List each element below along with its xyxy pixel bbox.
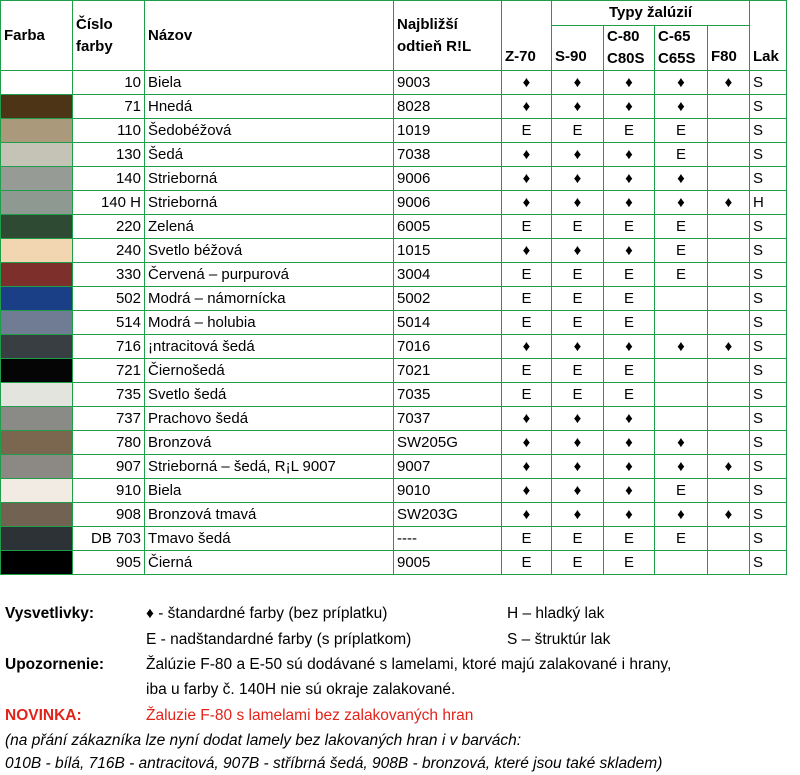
color-number: 130 — [73, 143, 145, 167]
header-farba: Farba — [1, 1, 73, 71]
table-row — [1, 143, 787, 167]
availability-c80: ♦ — [604, 95, 655, 119]
ral-code: 7021 — [394, 359, 502, 383]
availability-z70: ♦ — [502, 239, 552, 263]
legend-hladky: H – hladký lak — [507, 605, 605, 622]
table-row — [1, 455, 787, 479]
table-row — [1, 527, 787, 551]
availability-z70: ♦ — [502, 431, 552, 455]
color-swatch — [1, 383, 73, 407]
availability-c80: E — [604, 311, 655, 335]
warning-text-1: Žalúzie F-80 a E-50 sú dodávané s lamelami, ktoré majú zalakované i hrany, — [146, 656, 672, 673]
availability-c65 — [655, 287, 708, 311]
color-number: DB 703 — [73, 527, 145, 551]
table-row — [1, 503, 787, 527]
availability-s90: ♦ — [552, 239, 604, 263]
color-swatch — [1, 143, 73, 167]
color-name: Hnedá — [145, 95, 394, 119]
color-swatch — [1, 71, 73, 95]
header-type-s90: S-90 — [552, 26, 604, 71]
lak-type: S — [750, 287, 787, 311]
lak-type: S — [750, 359, 787, 383]
lak-type: S — [750, 95, 787, 119]
color-name: Prachovo šedá — [145, 407, 394, 431]
availability-s90: ♦ — [552, 95, 604, 119]
availability-c65: ♦ — [655, 431, 708, 455]
color-name: Modrá – holubia — [145, 311, 394, 335]
color-number: 716 — [73, 335, 145, 359]
ral-code: 5014 — [394, 311, 502, 335]
color-number: 514 — [73, 311, 145, 335]
ral-code: 5002 — [394, 287, 502, 311]
availability-c65: ♦ — [655, 95, 708, 119]
color-number: 140 H — [73, 191, 145, 215]
availability-c65 — [655, 359, 708, 383]
color-number: 10 — [73, 71, 145, 95]
availability-z70: ♦ — [502, 479, 552, 503]
availability-s90: ♦ — [552, 143, 604, 167]
color-swatch — [1, 287, 73, 311]
availability-c65: E — [655, 527, 708, 551]
availability-c65: ♦ — [655, 455, 708, 479]
ral-code: 9006 — [394, 191, 502, 215]
availability-f80 — [708, 359, 750, 383]
ral-code: 1019 — [394, 119, 502, 143]
color-number: 220 — [73, 215, 145, 239]
color-number: 110 — [73, 119, 145, 143]
availability-c65 — [655, 311, 708, 335]
availability-s90: E — [552, 287, 604, 311]
availability-s90: ♦ — [552, 335, 604, 359]
ral-code: 9007 — [394, 455, 502, 479]
lak-type: S — [750, 431, 787, 455]
color-swatch — [1, 527, 73, 551]
color-number: 905 — [73, 551, 145, 575]
availability-c65: E — [655, 215, 708, 239]
table-row — [1, 311, 787, 335]
availability-z70: ♦ — [502, 407, 552, 431]
warning-label: Upozornenie: — [5, 656, 105, 673]
availability-z70: ♦ — [502, 335, 552, 359]
availability-z70: ♦ — [502, 191, 552, 215]
ral-code: 7038 — [394, 143, 502, 167]
ral-code: ---- — [394, 527, 502, 551]
novinka-label: NOVINKA: — [5, 707, 82, 724]
availability-s90: ♦ — [552, 407, 604, 431]
lak-type: S — [750, 143, 787, 167]
color-name: Strieborná — [145, 191, 394, 215]
availability-s90: ♦ — [552, 455, 604, 479]
table-row — [1, 239, 787, 263]
color-number: 71 — [73, 95, 145, 119]
availability-z70: ♦ — [502, 503, 552, 527]
ral-code: SW205G — [394, 431, 502, 455]
lak-type: S — [750, 335, 787, 359]
availability-c80: ♦ — [604, 143, 655, 167]
availability-f80: ♦ — [708, 71, 750, 95]
availability-f80 — [708, 527, 750, 551]
header-cislo: Číslo farby — [73, 1, 145, 71]
ral-code: 7035 — [394, 383, 502, 407]
availability-f80 — [708, 239, 750, 263]
lak-type: S — [750, 407, 787, 431]
color-swatch — [1, 407, 73, 431]
availability-c80: E — [604, 527, 655, 551]
availability-f80 — [708, 167, 750, 191]
availability-z70: E — [502, 311, 552, 335]
lak-type: S — [750, 551, 787, 575]
availability-z70: E — [502, 215, 552, 239]
color-swatch — [1, 431, 73, 455]
table-row — [1, 551, 787, 575]
color-swatch — [1, 335, 73, 359]
legend-nadstandard: E - nadštandardné farby (s príplatkom) — [146, 631, 412, 648]
availability-c65: ♦ — [655, 191, 708, 215]
availability-c65 — [655, 383, 708, 407]
table-row — [1, 407, 787, 431]
color-name: Svetlo šedá — [145, 383, 394, 407]
table-row — [1, 359, 787, 383]
color-name: Modrá – námornícka — [145, 287, 394, 311]
lak-type: S — [750, 239, 787, 263]
lak-type: S — [750, 383, 787, 407]
availability-c65: ♦ — [655, 503, 708, 527]
color-swatch — [1, 359, 73, 383]
table-row — [1, 263, 787, 287]
availability-s90: E — [552, 263, 604, 287]
lak-type: S — [750, 311, 787, 335]
availability-c65: E — [655, 479, 708, 503]
availability-s90: E — [552, 311, 604, 335]
novinka-text: Žaluzie F-80 s lamelami bez zalakovaných hran — [146, 707, 474, 724]
color-name: Svetlo béžová — [145, 239, 394, 263]
lak-type: S — [750, 263, 787, 287]
header-type-c65: C-65 C65S — [655, 26, 708, 71]
availability-c80: ♦ — [604, 191, 655, 215]
ral-code: 9006 — [394, 167, 502, 191]
color-name: Bronzová — [145, 431, 394, 455]
availability-f80 — [708, 95, 750, 119]
table-row — [1, 95, 787, 119]
color-swatch — [1, 119, 73, 143]
header-lak: Lak — [750, 1, 787, 71]
availability-c65: E — [655, 143, 708, 167]
color-swatch — [1, 263, 73, 287]
availability-z70: ♦ — [502, 71, 552, 95]
color-number: 737 — [73, 407, 145, 431]
availability-c65: ♦ — [655, 167, 708, 191]
header-type-z70: Z-70 — [502, 1, 552, 71]
table-row — [1, 119, 787, 143]
table-row — [1, 167, 787, 191]
availability-c80: E — [604, 383, 655, 407]
availability-c65: E — [655, 119, 708, 143]
availability-s90: E — [552, 359, 604, 383]
table-row — [1, 431, 787, 455]
header-type-f80: F80 — [708, 26, 750, 71]
availability-s90: E — [552, 551, 604, 575]
availability-c80: ♦ — [604, 455, 655, 479]
color-swatch — [1, 215, 73, 239]
color-name: Strieborná – šedá, R¡L 9007 — [145, 455, 394, 479]
availability-f80: ♦ — [708, 455, 750, 479]
availability-c80: E — [604, 215, 655, 239]
header-ral: Najbližší odtieň R!L — [394, 1, 502, 71]
ral-code: 9003 — [394, 71, 502, 95]
color-name: Zelená — [145, 215, 394, 239]
availability-s90: ♦ — [552, 167, 604, 191]
color-name: Bronzová tmavá — [145, 503, 394, 527]
availability-z70: E — [502, 119, 552, 143]
availability-c80: ♦ — [604, 335, 655, 359]
availability-c65: E — [655, 239, 708, 263]
color-name: ¡ntracitová šedá — [145, 335, 394, 359]
ral-code: SW203G — [394, 503, 502, 527]
availability-z70: E — [502, 263, 552, 287]
color-name: Šedá — [145, 143, 394, 167]
color-number: 721 — [73, 359, 145, 383]
lak-type: S — [750, 455, 787, 479]
availability-c65 — [655, 551, 708, 575]
color-number: 140 — [73, 167, 145, 191]
color-number: 240 — [73, 239, 145, 263]
lak-type: S — [750, 215, 787, 239]
availability-c80: ♦ — [604, 407, 655, 431]
table-row — [1, 479, 787, 503]
availability-c80: E — [604, 287, 655, 311]
availability-f80 — [708, 263, 750, 287]
note-text-1: (na přání zákazníka lze nyní dodat lamely bez lakovaných hran i v barvách: — [5, 732, 522, 749]
availability-z70: E — [502, 359, 552, 383]
header-nazov: Názov — [145, 1, 394, 71]
availability-c80: ♦ — [604, 479, 655, 503]
availability-c80: ♦ — [604, 503, 655, 527]
header-group-typy: Typy žalúzií — [552, 1, 750, 26]
lak-type: S — [750, 527, 787, 551]
availability-z70: E — [502, 527, 552, 551]
availability-c80: E — [604, 263, 655, 287]
color-swatch — [1, 239, 73, 263]
color-number: 330 — [73, 263, 145, 287]
color-name: Šedobéžová — [145, 119, 394, 143]
availability-f80 — [708, 551, 750, 575]
availability-f80: ♦ — [708, 335, 750, 359]
availability-c65 — [655, 407, 708, 431]
color-swatch — [1, 167, 73, 191]
color-name: Biela — [145, 479, 394, 503]
availability-z70: ♦ — [502, 143, 552, 167]
color-name: Čierná — [145, 551, 394, 575]
lak-type: H — [750, 191, 787, 215]
color-swatch — [1, 191, 73, 215]
color-number: 910 — [73, 479, 145, 503]
availability-c65: E — [655, 263, 708, 287]
table-row — [1, 383, 787, 407]
color-name: Biela — [145, 71, 394, 95]
color-name: Tmavo šedá — [145, 527, 394, 551]
ral-code: 6005 — [394, 215, 502, 239]
color-number: 780 — [73, 431, 145, 455]
availability-s90: ♦ — [552, 191, 604, 215]
lak-type: S — [750, 479, 787, 503]
color-swatch — [1, 551, 73, 575]
table-row — [1, 191, 787, 215]
availability-c65: ♦ — [655, 335, 708, 359]
ral-code: 8028 — [394, 95, 502, 119]
availability-f80: ♦ — [708, 503, 750, 527]
color-swatch — [1, 503, 73, 527]
availability-c80: ♦ — [604, 167, 655, 191]
ral-code: 9010 — [394, 479, 502, 503]
availability-c80: ♦ — [604, 71, 655, 95]
lak-type: S — [750, 503, 787, 527]
table-row — [1, 215, 787, 239]
note-text-2: 010B - bílá, 716B - antracitová, 907B - stříbrná šedá, 908B - bronzová, které jsou také skladem) — [5, 755, 663, 772]
availability-c65: ♦ — [655, 71, 708, 95]
availability-s90: ♦ — [552, 503, 604, 527]
availability-s90: ♦ — [552, 71, 604, 95]
lak-type: S — [750, 119, 787, 143]
color-swatch — [1, 311, 73, 335]
availability-z70: ♦ — [502, 167, 552, 191]
color-number: 908 — [73, 503, 145, 527]
color-number: 502 — [73, 287, 145, 311]
availability-z70: ♦ — [502, 95, 552, 119]
availability-f80 — [708, 287, 750, 311]
availability-z70: E — [502, 383, 552, 407]
availability-f80 — [708, 119, 750, 143]
availability-s90: E — [552, 119, 604, 143]
lak-type: S — [750, 167, 787, 191]
ral-code: 3004 — [394, 263, 502, 287]
color-name: Čiernošedá — [145, 359, 394, 383]
availability-s90: ♦ — [552, 479, 604, 503]
table-row — [1, 335, 787, 359]
color-swatch — [1, 95, 73, 119]
color-number: 735 — [73, 383, 145, 407]
availability-f80 — [708, 479, 750, 503]
color-name: Červená – purpurová — [145, 263, 394, 287]
ral-code: 7037 — [394, 407, 502, 431]
availability-z70: E — [502, 551, 552, 575]
availability-c80: ♦ — [604, 239, 655, 263]
availability-f80 — [708, 143, 750, 167]
availability-f80 — [708, 431, 750, 455]
header-type-c80: C-80 C80S — [604, 26, 655, 71]
availability-z70: E — [502, 287, 552, 311]
availability-s90: E — [552, 383, 604, 407]
ral-code: 7016 — [394, 335, 502, 359]
availability-f80 — [708, 407, 750, 431]
ral-code: 9005 — [394, 551, 502, 575]
table-row — [1, 71, 787, 95]
availability-c80: E — [604, 551, 655, 575]
availability-c80: E — [604, 119, 655, 143]
color-number: 907 — [73, 455, 145, 479]
availability-c80: E — [604, 359, 655, 383]
availability-s90: E — [552, 527, 604, 551]
availability-f80 — [708, 215, 750, 239]
table-row — [1, 287, 787, 311]
color-swatch — [1, 479, 73, 503]
availability-s90: E — [552, 215, 604, 239]
color-swatch — [1, 455, 73, 479]
availability-s90: ♦ — [552, 431, 604, 455]
availability-z70: ♦ — [502, 455, 552, 479]
legend-label: Vysvetlivky: — [5, 605, 95, 622]
availability-c80: ♦ — [604, 431, 655, 455]
availability-f80: ♦ — [708, 191, 750, 215]
legend-struktur: S – štruktúr lak — [507, 631, 611, 648]
lak-type: S — [750, 71, 787, 95]
ral-code: 1015 — [394, 239, 502, 263]
color-name: Strieborná — [145, 167, 394, 191]
warning-text-2: iba u farby č. 140H nie sú okraje zalakované. — [146, 681, 456, 698]
availability-f80 — [708, 311, 750, 335]
availability-f80 — [708, 383, 750, 407]
legend-standard: ♦ - štandardné farby (bez príplatku) — [146, 605, 388, 622]
